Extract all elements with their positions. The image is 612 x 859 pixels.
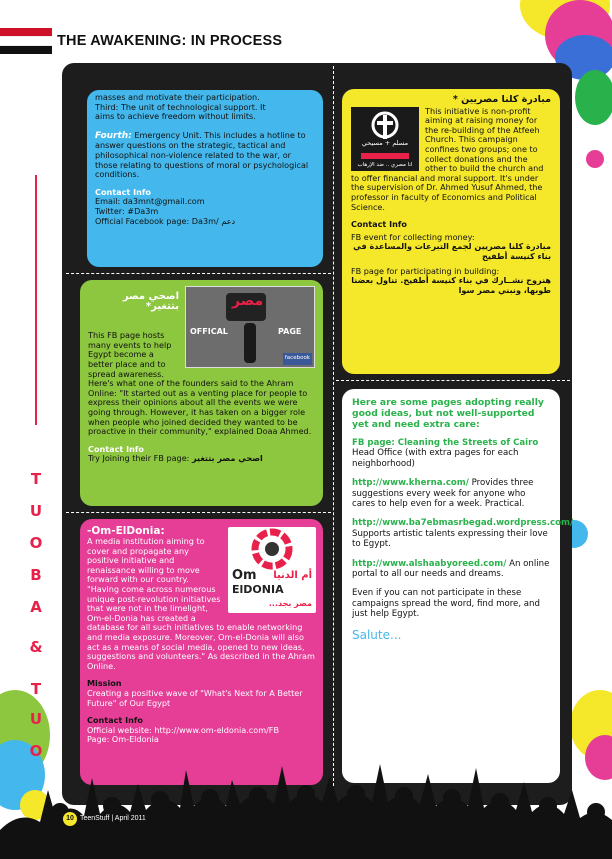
side-letter: B (30, 566, 42, 584)
side-letter: T (30, 470, 42, 488)
side-letter: U (29, 502, 43, 520)
side-divider-line (35, 175, 37, 425)
fourth-label: Fourth: (95, 130, 132, 141)
contact-label: Try Joining their FB page: (88, 453, 190, 464)
egypt-flag-icon (0, 28, 52, 52)
salute-text: Salute... (352, 627, 402, 642)
mission-text: Creating a positive wave of "What's Next for A Better Future" of Our Egypt (87, 687, 303, 708)
card-title: -Om-ElDonia: (87, 525, 165, 537)
body-text: Here's what one of the founders said to the Ahram Online: "It started out as a venting place for people to express their opinions about all the events we were going through. However, it has taken on a bigger role when people who joined decided they wanted to be proactive in their community," explained Doaa Ahmed. (88, 378, 312, 437)
alshaabyoreed-link[interactable]: http://www.alshaabyoreed.com/ (352, 558, 507, 569)
contact-twitter: Twitter: #Da3m (95, 205, 159, 216)
fb-page-label: FB page for participating in building: (351, 265, 500, 276)
card-title: مبادرة كلنا مصريين * (452, 94, 551, 105)
om-eldonia-logo (228, 527, 316, 613)
item-text: Head Office (with extra pages for each neighborhood) (352, 448, 519, 469)
fb-event-label: FB event for collecting money: (351, 231, 475, 242)
body-text: A media institution aiming to cover and propagate any positive initiative and renaissance willing to move forward with our country. "Having come across numerous unique post-revolution initiatives that were not in the limelight, Om-el-Donia has created a database for all such initiatives to enable networking and media exposure. Moreover, Om-el-Donia will also act as a means of social media, opened to new ideas, suggestions and volunteers." As described in the Ahram Online. (87, 536, 315, 671)
om-eldonia-emblem-icon (228, 527, 316, 573)
image-text-right: PAGE (278, 327, 302, 336)
paint-splatter-pink-small (586, 150, 604, 168)
image-logo: مصر (232, 293, 264, 309)
contact-heading: Contact Info (95, 186, 151, 197)
logo-ar-bottom: مصر بجد... (268, 599, 312, 608)
page-footer (63, 812, 146, 826)
crescent-cross-logo (351, 107, 419, 171)
contact-heading: Contact Info (351, 219, 407, 230)
facebook-page: Page: Om-Eldonia (87, 734, 159, 745)
paint-splatter-green (575, 70, 612, 125)
row-divider (336, 380, 570, 381)
logo-eldonia: ElDONIA (232, 583, 284, 596)
kherna-link[interactable]: http://www.kherna.com/ (352, 478, 469, 489)
item-text: An online portal to all our needs and dreams. (352, 558, 550, 580)
body-text: Third: The unit of technological support. It (95, 101, 266, 112)
column-divider (333, 66, 334, 786)
pages-needing-support-card (342, 389, 574, 783)
card-heading: Here are some pages adopting really good ideas, but not well-supported yet and need extra care: (352, 397, 544, 430)
list-item (352, 518, 574, 550)
page-number: 10 (63, 812, 77, 826)
website-link[interactable]: Official website: http://www.om-eldonia.com/FB (87, 724, 280, 735)
fb-event-link[interactable]: مبادرة كلنا مصريين لجمع التبرعات والمساعدة في بناء كنيسة أطفيح (353, 241, 551, 261)
item-text: Supports artistic talents expressing their love to Egypt. (352, 528, 548, 550)
om-eldonia-card (80, 519, 323, 785)
item-text: Provides three suggestions every week for anyone who cares to help even for a week. Practical. (352, 478, 534, 510)
logo-bottom-caption: انا مصري .. ضد الإرهاب (357, 161, 413, 168)
row-divider (66, 273, 331, 274)
ba7ebmasrbegad-link[interactable]: http://www.ba7ebmasrbegad.wordpress.com/ (352, 518, 574, 529)
list-item (352, 478, 550, 509)
body-text: aims to achieve freedom without limits. (95, 111, 256, 122)
cleaning-streets-link[interactable]: FB page: Cleaning the Streets of Cairo (352, 438, 539, 448)
side-letter: O (29, 742, 43, 760)
closing-text: Even if you can not participate in these campaigns spread the word, find more, and just help Egypt. (352, 588, 540, 620)
body-text: masses and motivate their participation. (95, 92, 260, 102)
side-letter: U (29, 710, 43, 728)
footer-text: TeenStuff | April 2011 (80, 815, 146, 822)
da3m-info-card (87, 90, 323, 267)
list-item (352, 559, 550, 580)
fb-page-link[interactable]: هنروح نشــارك في بناء كنيسة أطفيح. تناول بعضنا طوبها، ونبني مصر سوا (351, 275, 551, 295)
side-letter: & (29, 638, 43, 656)
side-letter: T (30, 680, 42, 698)
facebook-page-image (185, 286, 315, 368)
logo-ar-top: أم الدنيا (273, 570, 312, 581)
image-text-left: OFFICAL (190, 327, 228, 336)
side-letter: O (29, 534, 43, 552)
contact-heading: Contact Info (87, 715, 143, 726)
body-text: This FB page hosts many events to help Egypt become a better place and to spread awareness. (88, 330, 172, 379)
card-title: اصحي مصر بتتغير* (122, 291, 179, 312)
kolena-masryeen-card (342, 89, 560, 374)
fourth-unit-paragraph (95, 131, 315, 180)
contact-heading: Contact Info (88, 443, 144, 454)
page-title: THE AWAKENING: IN PROCESS (57, 33, 283, 49)
intro-text: This initiative is non-profit aiming at raising money for the re-building of the Atfeeh Church. This campaign confines two groups; one to collect donations and the other to build the church and to offer financial and moral support. It's under the supervision of Dr. Ahmed Yusuf Ahmed, the professor in faculty of Economics and Political Science. (351, 105, 544, 212)
row-divider (66, 512, 331, 513)
contact-email: Email: da3mnt@gmail.com (95, 196, 205, 207)
crowd-silhouette-illustration (0, 760, 612, 859)
side-letter: A (30, 598, 42, 616)
mission-heading: Mission (87, 678, 122, 689)
es7a-masr-card (80, 280, 323, 506)
contact-facebook: Official Facebook page: Da3m/ دعم (95, 215, 236, 226)
facebook-badge-icon: facebook (283, 353, 312, 365)
contact-line (88, 454, 315, 464)
fourth-text: Emergency Unit. This includes a hotline to answer questions on the strategic, tactical and philosophical non-violence related to the war, or those relating to questions of moral or psychological conditions. (95, 129, 309, 180)
fb-page-link[interactable]: اصحي مصر بتتغير (191, 453, 263, 464)
logo-om: Om (232, 568, 257, 583)
logo-caption: مسلم + مسيحي (361, 138, 409, 147)
